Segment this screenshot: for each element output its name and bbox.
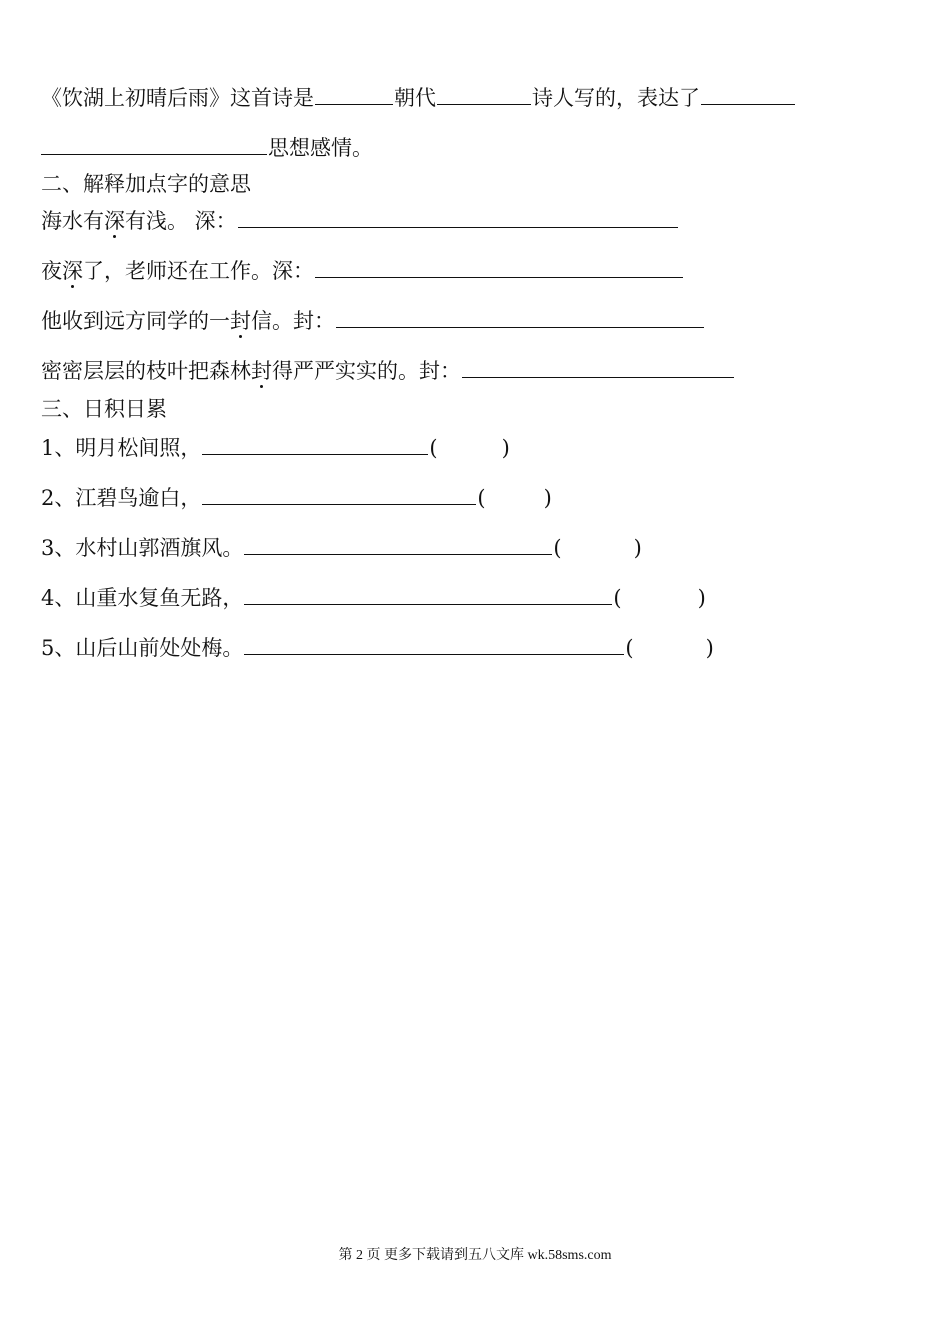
poem-line-text: 3、水村山郭酒旗风。 xyxy=(41,536,244,560)
paren-open: ( xyxy=(477,486,486,510)
paren-open: ( xyxy=(625,636,634,660)
section-heading-accumulate: 三、日积日累 xyxy=(41,397,167,421)
paren-close: ) xyxy=(543,486,552,510)
poem-question-line-2 xyxy=(41,132,373,163)
explain-text-pre: 他收到远方同学的一 xyxy=(41,309,230,333)
explain-text-pre: 海水有 xyxy=(41,209,104,233)
poem-line-item-3 xyxy=(41,532,642,563)
feeling-label: 思想感情。 xyxy=(268,136,373,160)
poem-line-item-5 xyxy=(41,632,714,663)
explain-item-1 xyxy=(41,205,679,236)
paren-close: ) xyxy=(705,636,714,660)
feeling-blank-2[interactable] xyxy=(41,132,267,155)
dotted-char: 深 xyxy=(62,259,83,283)
paren-close: ) xyxy=(697,586,706,610)
paren-open: ( xyxy=(613,586,622,610)
poem-line-blank[interactable] xyxy=(244,532,552,555)
poem-line-text: 4、山重水复鱼无路， xyxy=(41,586,244,610)
poem-question-text: 《饮湖上初晴后雨》这首诗是 xyxy=(41,86,314,110)
section-heading-explain: 二、解释加点字的意思 xyxy=(41,172,251,196)
dynasty-label: 朝代 xyxy=(394,86,436,110)
explain-answer-blank[interactable] xyxy=(336,305,704,328)
feeling-blank-1[interactable] xyxy=(701,82,795,105)
poem-line-blank[interactable] xyxy=(244,632,624,655)
explain-item-3 xyxy=(41,305,705,336)
explain-text-post: 信。封： xyxy=(251,309,335,333)
explain-text-pre: 夜 xyxy=(41,259,62,283)
explain-text-post: 了，老师还在工作。深： xyxy=(83,259,314,283)
explain-answer-blank[interactable] xyxy=(315,255,683,278)
dotted-char: 深 xyxy=(104,209,125,233)
explain-text-post: 有浅。 深： xyxy=(125,209,237,233)
explain-text-post: 得严严实实的。封： xyxy=(272,359,461,383)
dotted-char: 封 xyxy=(251,359,272,383)
poet-blank[interactable] xyxy=(437,82,531,105)
explain-text-pre: 密密层层的枝叶把森林 xyxy=(41,359,251,383)
explain-answer-blank[interactable] xyxy=(462,355,734,378)
poem-line-blank[interactable] xyxy=(202,432,428,455)
paren-open: ( xyxy=(553,536,562,560)
paren-close: ) xyxy=(501,436,510,460)
poem-line-item-1 xyxy=(41,432,510,463)
poet-label: 诗人写的，表达了 xyxy=(532,86,700,110)
poem-line-text: 2、江碧鸟逾白， xyxy=(41,486,202,510)
poem-line-text: 1、明月松间照， xyxy=(41,436,202,460)
explain-answer-blank[interactable] xyxy=(238,205,678,228)
explain-item-2 xyxy=(41,255,684,286)
paren-close: ) xyxy=(633,536,642,560)
poem-line-blank[interactable] xyxy=(202,482,476,505)
page-footer: 第 2 页 更多下载请到五八文库 wk.58sms.com xyxy=(338,1248,612,1263)
dotted-char: 封 xyxy=(230,309,251,333)
dynasty-blank[interactable] xyxy=(315,82,393,105)
poem-line-text: 5、山后山前处处梅。 xyxy=(41,636,244,660)
explain-item-4 xyxy=(41,355,735,386)
poem-line-blank[interactable] xyxy=(244,582,612,605)
poem-line-item-2 xyxy=(41,482,552,513)
poem-line-item-4 xyxy=(41,582,706,613)
paren-open: ( xyxy=(429,436,438,460)
poem-question-line-1 xyxy=(41,82,796,113)
